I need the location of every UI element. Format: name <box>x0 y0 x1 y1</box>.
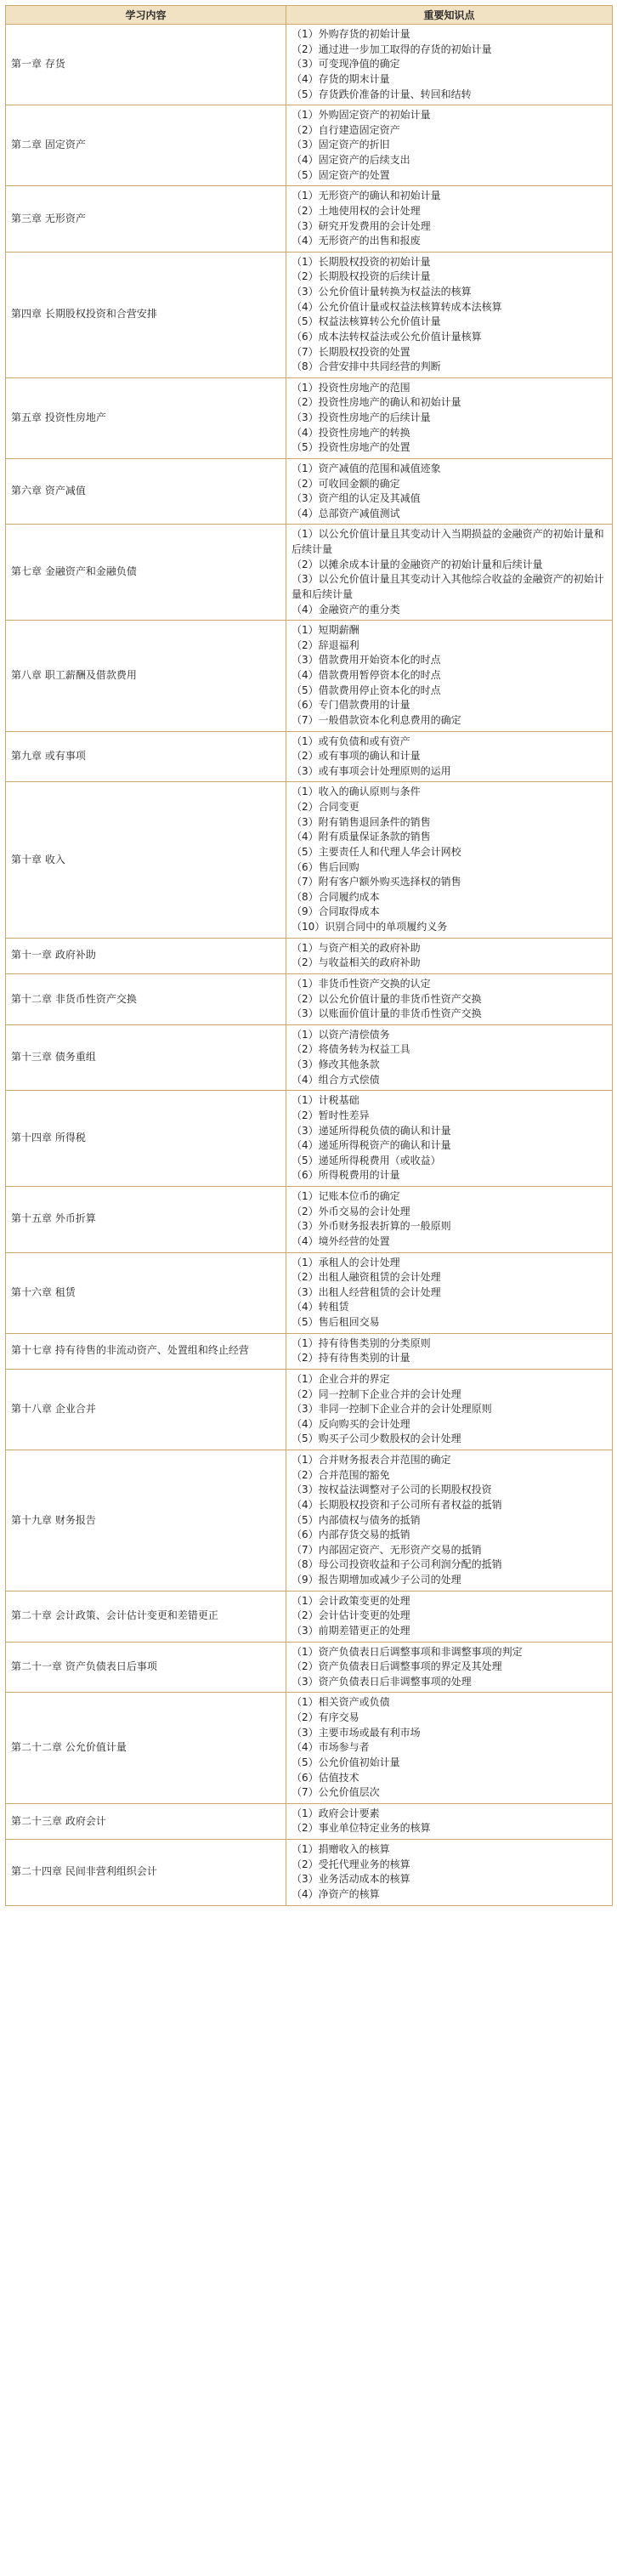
key-point-item: （4）境外经营的处置 <box>292 1234 390 1247</box>
key-point-item: （3）按权益法调整对子公司的长期股权投资 <box>292 1484 492 1496</box>
key-point-item: （2）合并范围的豁免 <box>292 1468 390 1481</box>
key-point-item: （2）外币交易的会计处理 <box>292 1205 410 1217</box>
table-row <box>6 938 613 973</box>
key-point-item: （6）所得税费用的计量 <box>292 1169 400 1182</box>
key-point-item: （2）投资性房地产的确认和初始计量 <box>292 396 461 409</box>
key-point-item: （2）辞退福利 <box>292 638 359 651</box>
key-point-item: （3）或有事项会计处理原则的运用 <box>292 764 451 777</box>
key-point-item: （1）长期股权投资的初始计量 <box>292 255 431 268</box>
key-points-cell <box>286 973 613 1024</box>
table-row <box>6 1693 613 1803</box>
key-point-item: （7）公允价值层次 <box>292 1786 380 1799</box>
key-point-item: （1）收入的确认原则与条件 <box>292 786 421 798</box>
key-point-item: （3）可变现净值的确定 <box>292 58 400 71</box>
key-point-item: （3）投资性房地产的后续计量 <box>292 411 431 423</box>
table-row <box>6 186 613 252</box>
key-point-item: （2）会计估计变更的处理 <box>292 1609 410 1622</box>
key-point-item: （3）以公允价值计量且其变动计入其他综合收益的金融资产的初始计量和后续计量 <box>292 573 604 600</box>
key-point-item: （7）一般借款资本化利息费用的确定 <box>292 713 461 726</box>
key-point-item: （4）长期股权投资和子公司所有者权益的抵销 <box>292 1498 502 1511</box>
key-point-item: （4）借款费用暂停资本化的时点 <box>292 669 441 681</box>
chapter-cell: 第一章 存货 <box>6 25 286 105</box>
key-points-cell <box>286 1450 613 1592</box>
key-point-item: （1）政府会计要素 <box>292 1807 380 1819</box>
key-point-item: （2）同一控制下企业合并的会计处理 <box>292 1387 461 1400</box>
key-point-item: （2）可收回金额的确定 <box>292 477 400 490</box>
key-point-item: （4）净资产的核算 <box>292 1887 380 1900</box>
chapter-cell: 第十二章 非货币性资产交换 <box>6 973 286 1024</box>
key-point-item: （4）反向购买的会计处理 <box>292 1417 410 1430</box>
key-points-cell <box>286 252 613 377</box>
key-point-item: （3）以账面价值计量的非货币性资产交换 <box>292 1007 482 1020</box>
key-points-cell <box>286 1333 613 1369</box>
key-point-item: （1）或有负债和或有资产 <box>292 735 410 747</box>
key-point-item: （2）受托代理业务的核算 <box>292 1858 410 1870</box>
chapter-cell: 第十一章 政府补助 <box>6 938 286 973</box>
key-points-cell <box>286 731 613 782</box>
table-row <box>6 252 613 377</box>
key-point-item: （1）企业合并的界定 <box>292 1372 390 1385</box>
key-points-cell <box>286 1803 613 1839</box>
key-point-item: （8）合营安排中共同经营的判断 <box>292 360 441 373</box>
table-row <box>6 377 613 458</box>
table-row <box>6 1642 613 1693</box>
key-points-cell <box>286 1369 613 1450</box>
key-point-item: （2）暂时性差异 <box>292 1109 370 1121</box>
key-point-item: （2）合同变更 <box>292 801 359 813</box>
table-row <box>6 782 613 938</box>
key-point-item: （6）成本法转权益法或公允价值计量核算 <box>292 330 482 343</box>
key-points-cell <box>286 1591 613 1642</box>
key-point-item: （5）递延所得税费用（或收益） <box>292 1154 441 1166</box>
key-point-item: （1）非货币性资产交换的认定 <box>292 977 431 990</box>
table-row <box>6 1369 613 1450</box>
key-point-item: （3）修改其他条款 <box>292 1058 380 1070</box>
key-point-item: （5）内部债权与债务的抵销 <box>292 1513 421 1526</box>
chapter-cell: 第八章 职工薪酬及借款费用 <box>6 621 286 731</box>
key-point-item: （4）公允价值计量或权益法核算转成本法核算 <box>292 300 502 313</box>
key-point-item: （2）将债务转为权益工具 <box>292 1043 410 1056</box>
header-key-points: 重要知识点 <box>286 6 613 25</box>
key-point-item: （1）会计政策变更的处理 <box>292 1594 410 1607</box>
key-point-item: （4）投资性房地产的转换 <box>292 426 410 439</box>
key-point-item: （6）内部存货交易的抵销 <box>292 1529 410 1541</box>
key-point-item: （1）资产减值的范围和减值迹象 <box>292 462 441 474</box>
key-point-item: （2）长期股权投资的后续计量 <box>292 270 431 283</box>
key-point-item: （1）计税基础 <box>292 1094 359 1107</box>
key-points-cell <box>286 1840 613 1906</box>
key-points-cell <box>286 186 613 252</box>
key-point-item: （1）与资产相关的政府补助 <box>292 941 421 954</box>
key-point-item: （2）资产负债表日后调整事项的界定及其处理 <box>292 1660 502 1673</box>
chapter-cell: 第二十四章 民间非营利组织会计 <box>6 1840 286 1906</box>
chapter-cell: 第十八章 企业合并 <box>6 1369 286 1450</box>
key-point-item: （2）通过进一步加工取得的存货的初始计量 <box>292 43 492 55</box>
chapter-cell: 第三章 无形资产 <box>6 186 286 252</box>
table-row <box>6 1591 613 1642</box>
key-point-item: （1）捐赠收入的核算 <box>292 1843 390 1855</box>
table-row <box>6 525 613 621</box>
key-point-item: （1）记账本位币的确定 <box>292 1190 400 1202</box>
key-point-item: （2）以摊余成本计量的金融资产的初始计量和后续计量 <box>292 558 543 570</box>
chapter-cell: 第十五章 外币折算 <box>6 1187 286 1253</box>
key-point-item: （5）售后租回交易 <box>292 1316 380 1328</box>
key-point-item: （1）外购存货的初始计量 <box>292 28 410 40</box>
key-point-item: （3）主要市场或最有利市场 <box>292 1726 421 1739</box>
key-point-item: （2）或有事项的确认和计量 <box>292 750 421 763</box>
key-point-item: （6）专门借款费用的计量 <box>292 699 410 712</box>
key-point-item: （2）土地使用权的会计处理 <box>292 204 421 217</box>
chapter-cell: 第十七章 持有待售的非流动资产、处置组和终止经营 <box>6 1333 286 1369</box>
chapter-cell: 第七章 金融资产和金融负债 <box>6 525 286 621</box>
table-row <box>6 458 613 525</box>
key-point-item: （5）借款费用停止资本化的时点 <box>292 684 441 696</box>
key-point-item: （1）合并财务报表合并范围的确定 <box>292 1454 451 1466</box>
key-points-cell <box>286 938 613 973</box>
key-points-cell <box>286 458 613 525</box>
key-points-cell <box>286 525 613 621</box>
key-point-item: （1）持有待售类别的分类原则 <box>292 1336 431 1349</box>
key-point-item: （4）转租赁 <box>292 1301 349 1314</box>
table-row <box>6 1803 613 1839</box>
key-point-item: （3）附有销售退回条件的销售 <box>292 815 431 828</box>
key-point-item: （5）购买子公司少数股权的会计处理 <box>292 1433 461 1445</box>
chapter-cell: 第九章 或有事项 <box>6 731 286 782</box>
chapter-cell: 第十四章 所得税 <box>6 1091 286 1187</box>
table-header-row <box>6 6 613 25</box>
key-point-item: （4）无形资产的出售和报废 <box>292 235 421 247</box>
table-row <box>6 1024 613 1091</box>
table-row <box>6 1450 613 1592</box>
key-points-cell <box>286 1091 613 1187</box>
key-point-item: （3）非同一控制下企业合并的会计处理原则 <box>292 1403 492 1416</box>
chapter-cell: 第四章 长期股权投资和合营安排 <box>6 252 286 377</box>
chapter-cell: 第十三章 债务重组 <box>6 1024 286 1091</box>
key-point-item: （3）业务活动成本的核算 <box>292 1873 410 1886</box>
key-point-item: （4）递延所得税资产的确认和计量 <box>292 1139 451 1152</box>
key-points-cell <box>286 1252 613 1333</box>
key-point-item: （2）与收益相关的政府补助 <box>292 956 421 969</box>
key-point-item: （3）资产组的认定及其减值 <box>292 492 421 505</box>
key-point-item: （6）售后回购 <box>292 860 359 873</box>
chapter-cell: 第二章 固定资产 <box>6 105 286 186</box>
key-point-item: （3）资产负债表日后非调整事项的处理 <box>292 1675 472 1688</box>
key-point-item: （4）附有质量保证条款的销售 <box>292 831 431 843</box>
table-row <box>6 973 613 1024</box>
table-row <box>6 105 613 186</box>
page <box>0 5 617 2576</box>
key-point-item: （8）母公司投资收益和子公司利润分配的抵销 <box>292 1558 502 1571</box>
key-point-item: （5）固定资产的处置 <box>292 168 390 181</box>
table-body <box>6 25 613 1906</box>
table-row <box>6 1091 613 1187</box>
key-point-item: （2）持有待售类别的计量 <box>292 1352 410 1365</box>
key-points-cell <box>286 105 613 186</box>
key-points-cell <box>286 621 613 731</box>
key-point-item: （5）投资性房地产的处置 <box>292 441 410 454</box>
key-point-item: （1）投资性房地产的范围 <box>292 381 410 394</box>
key-point-item: （3）公允价值计量转换为权益法的核算 <box>292 286 472 298</box>
chapter-cell: 第五章 投资性房地产 <box>6 377 286 458</box>
key-point-item: （10）识别合同中的单项履约义务 <box>292 921 448 933</box>
key-point-item: （4）市场参与者 <box>292 1741 370 1754</box>
key-point-item: （3）前期差错更正的处理 <box>292 1624 410 1637</box>
key-point-item: （2）以公允价值计量的非货币性资产交换 <box>292 992 482 1005</box>
key-point-item: （3）出租人经营租赁的会计处理 <box>292 1285 441 1298</box>
key-point-item: （1）承租人的会计处理 <box>292 1256 400 1268</box>
key-points-cell <box>286 782 613 938</box>
key-point-item: （3）借款费用开始资本化的时点 <box>292 654 441 667</box>
chapter-cell: 第六章 资产减值 <box>6 458 286 525</box>
key-point-item: （1）资产负债表日后调整事项和非调整事项的判定 <box>292 1645 523 1658</box>
key-point-item: （4）总部资产减值测试 <box>292 507 400 519</box>
key-point-item: （2）自行建造固定资产 <box>292 123 400 136</box>
key-point-item: （1）外购固定资产的初始计量 <box>292 109 431 122</box>
key-point-item: （4）组合方式偿债 <box>292 1073 380 1086</box>
key-point-item: （8）合同履约成本 <box>292 890 380 903</box>
key-point-item: （7）长期股权投资的处置 <box>292 345 410 358</box>
key-point-item: （2）有序交易 <box>292 1711 359 1723</box>
key-point-item: （9）报告期增加或减少子公司的处理 <box>292 1574 461 1586</box>
key-point-item: （4）固定资产的后续支出 <box>292 154 410 166</box>
key-point-item: （3）外币财务报表折算的一般原则 <box>292 1220 451 1233</box>
chapter-cell: 第二十一章 资产负债表日后事项 <box>6 1642 286 1693</box>
key-point-item: （6）估值技术 <box>292 1771 359 1784</box>
table-row <box>6 1187 613 1253</box>
table-row <box>6 621 613 731</box>
key-point-item: （7）内部固定资产、无形资产交易的抵销 <box>292 1543 482 1556</box>
chapter-cell: 第十章 收入 <box>6 782 286 938</box>
key-point-item: （1）以公允价值计量且其变动计入当期损益的金融资产的初始计量和后续计量 <box>292 528 604 555</box>
key-point-item: （5）存货跌价准备的计量、转回和结转 <box>292 88 472 100</box>
chapter-cell: 第十六章 租赁 <box>6 1252 286 1333</box>
key-points-cell <box>286 1693 613 1803</box>
key-point-item: （4）金融资产的重分类 <box>292 603 400 616</box>
table-row <box>6 731 613 782</box>
key-point-item: （5）权益法核算转公允价值计量 <box>292 315 441 328</box>
key-point-item: （2）出租人融资租赁的会计处理 <box>292 1271 441 1284</box>
table-row <box>6 1252 613 1333</box>
chapter-cell: 第十九章 财务报告 <box>6 1450 286 1592</box>
key-point-item: （7）附有客户额外购买选择权的销售 <box>292 876 461 888</box>
key-point-item: （4）存货的期末计量 <box>292 72 390 85</box>
table-row <box>6 1333 613 1369</box>
key-point-item: （5）公允价值初始计量 <box>292 1756 400 1768</box>
key-point-item: （2）事业单位特定业务的核算 <box>292 1822 431 1835</box>
key-points-cell <box>286 1024 613 1091</box>
key-points-cell <box>286 25 613 105</box>
key-point-item: （5）主要责任人和代理人华会计网校 <box>292 845 461 858</box>
key-point-item: （3）递延所得税负债的确认和计量 <box>292 1124 451 1137</box>
key-point-item: （9）合同取得成本 <box>292 905 380 918</box>
header-study-content: 学习内容 <box>6 6 286 25</box>
table-row <box>6 25 613 105</box>
chapter-cell: 第二十三章 政府会计 <box>6 1803 286 1839</box>
key-points-cell <box>286 1187 613 1253</box>
table-row <box>6 1840 613 1906</box>
key-points-cell <box>286 1642 613 1693</box>
key-point-item: （1）以资产清偿债务 <box>292 1028 390 1041</box>
chapter-cell: 第二十章 会计政策、会计估计变更和差错更正 <box>6 1591 286 1642</box>
key-points-cell <box>286 377 613 458</box>
knowledge-table <box>5 5 613 1906</box>
chapter-cell: 第二十二章 公允价值计量 <box>6 1693 286 1803</box>
key-point-item: （1）短期薪酬 <box>292 624 359 637</box>
key-point-item: （1）无形资产的确认和初始计量 <box>292 190 441 202</box>
key-point-item: （3）固定资产的折旧 <box>292 139 390 151</box>
key-point-item: （3）研究开发费用的会计处理 <box>292 219 431 232</box>
key-point-item: （1）相关资产或负债 <box>292 1696 390 1709</box>
